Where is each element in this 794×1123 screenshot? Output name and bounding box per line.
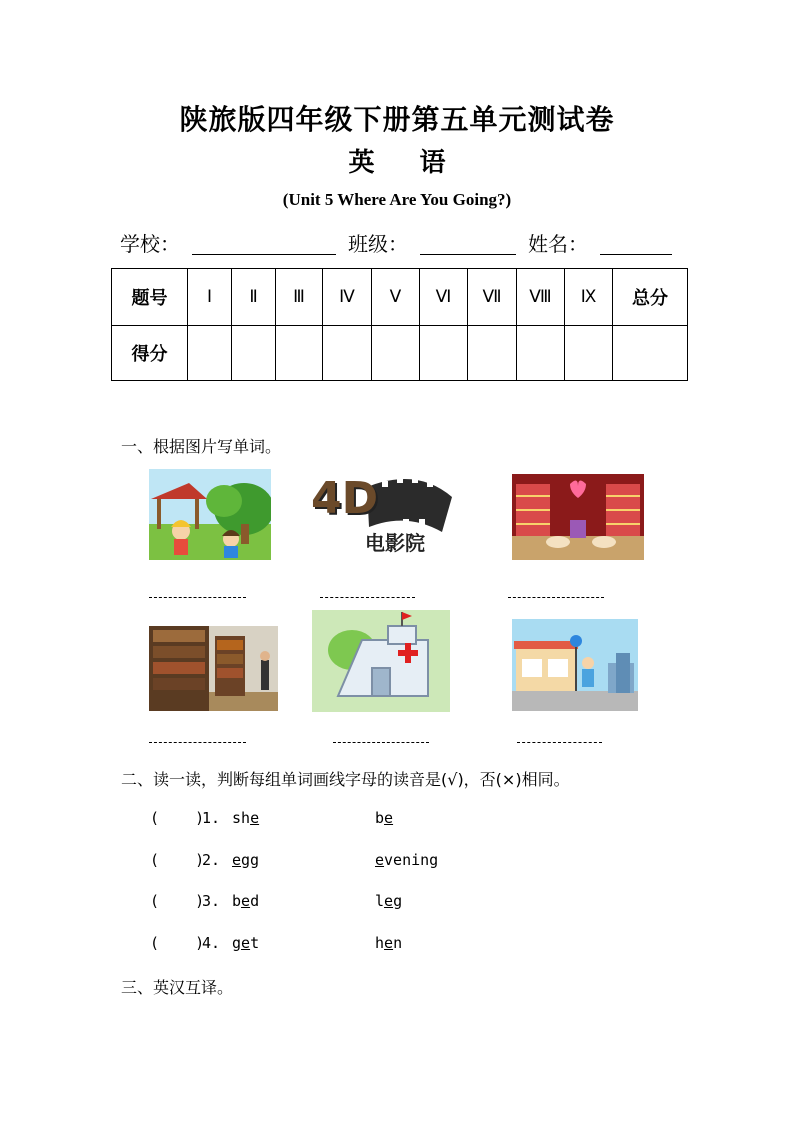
answer-parentheses[interactable]: ( ) [150, 851, 205, 869]
answer-parentheses[interactable]: ( ) [150, 934, 205, 952]
score-cell[interactable] [468, 326, 517, 381]
score-cell[interactable] [232, 326, 276, 381]
score-cell[interactable] [188, 326, 232, 381]
section-1-title: 一、根据图片写单词。 [121, 437, 282, 456]
word-2: hen [375, 934, 403, 952]
question-number: 2. [202, 851, 221, 869]
score-cell[interactable] [565, 326, 613, 381]
cinema-picture [307, 467, 457, 559]
question-number: 4. [202, 934, 221, 952]
answer-blank-3[interactable] [508, 597, 604, 598]
column-header: Ⅸ [565, 269, 613, 326]
unit-title: (Unit 5 Where Are You Going?) [282, 190, 512, 209]
word-1: she [232, 809, 260, 827]
word-2: be [375, 809, 394, 827]
score-table [111, 268, 688, 381]
section-3-title: 三、英汉互译。 [121, 978, 234, 997]
class-label: 班级： [348, 232, 408, 256]
question-number: 3. [202, 892, 221, 910]
total-label: 总分 [613, 269, 688, 326]
score-cell[interactable] [420, 326, 468, 381]
word-2: leg [375, 892, 403, 910]
total-cell[interactable] [613, 326, 688, 381]
answer-parentheses[interactable]: ( ) [150, 892, 205, 910]
score-cell[interactable] [372, 326, 420, 381]
school-blank[interactable] [192, 254, 336, 255]
name-label: 姓名： [528, 232, 588, 256]
column-header: Ⅴ [372, 269, 420, 326]
park-picture [149, 469, 271, 560]
column-header: Ⅲ [276, 269, 323, 326]
answer-blank-2[interactable] [320, 597, 415, 598]
score-cell[interactable] [517, 326, 565, 381]
answer-blank-6[interactable] [517, 742, 602, 743]
score-cell[interactable] [323, 326, 372, 381]
question-number-label: 题号 [112, 269, 188, 326]
answer-blank-4[interactable] [149, 742, 246, 743]
name-blank[interactable] [600, 254, 672, 255]
question-number: 1. [202, 809, 221, 827]
school-label: 学校： [120, 232, 180, 256]
movie-badge: 4D [311, 473, 379, 524]
column-header: Ⅰ [188, 269, 232, 326]
answer-blank-5[interactable] [333, 742, 429, 743]
word-1: bed [232, 892, 260, 910]
column-header: Ⅱ [232, 269, 276, 326]
shop-picture [512, 474, 644, 560]
answer-parentheses[interactable]: ( ) [150, 809, 205, 827]
street-picture [512, 619, 638, 711]
library-picture [149, 626, 278, 711]
section-2-title: 二、读一读，判断每组单词画线字母的读音是(√)，否(×)相同。 [121, 770, 570, 789]
column-header: Ⅵ [420, 269, 468, 326]
answer-blank-1[interactable] [149, 597, 246, 598]
movie-text: 电影院 [365, 531, 425, 555]
column-header: Ⅶ [468, 269, 517, 326]
column-header: Ⅷ [517, 269, 565, 326]
score-label: 得分 [112, 326, 188, 381]
page-title: 陕旅版四年级下册第五单元测试卷 [179, 103, 615, 136]
word-1: egg [232, 851, 260, 869]
hospital-picture [312, 610, 450, 712]
word-2: evening [375, 851, 439, 869]
class-blank[interactable] [420, 254, 516, 255]
score-cell[interactable] [276, 326, 323, 381]
column-header: Ⅳ [323, 269, 372, 326]
word-1: get [232, 934, 260, 952]
subject-title: 英 语 [348, 148, 446, 178]
student-info [120, 228, 680, 258]
